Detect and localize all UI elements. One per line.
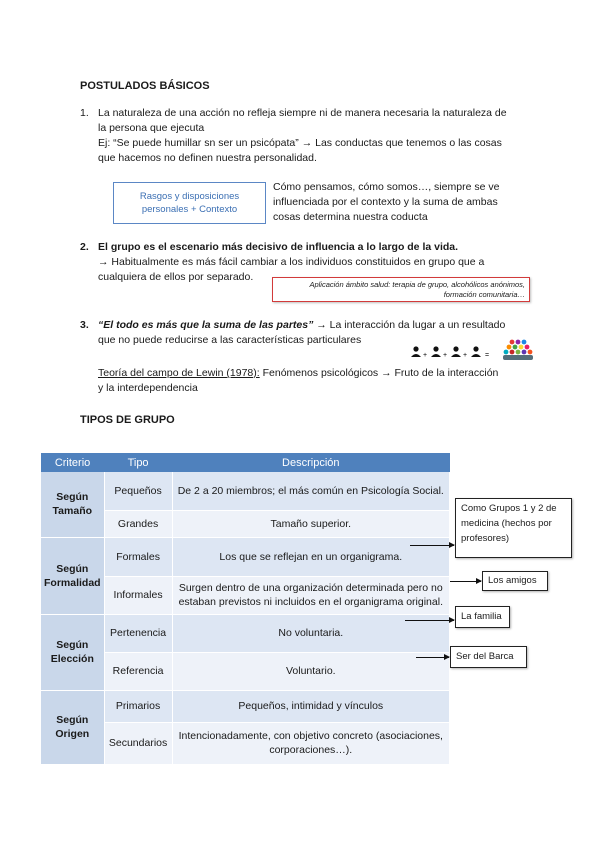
people-formula-graphic	[408, 337, 538, 363]
p2-number: 2.	[80, 241, 89, 253]
plus-sign-2: +	[443, 352, 448, 359]
arrow-formales	[410, 545, 454, 546]
tipo-cell: Secundarios	[104, 722, 172, 764]
lewin-label: Teoría del campo de Lewin (1978):	[98, 367, 260, 379]
aplicacion-callout	[272, 277, 530, 302]
p3-line1-rest: → La interacción da lugar a un resultado	[313, 319, 506, 331]
postulados-heading: POSTULADOS BÁSICOS	[80, 80, 210, 92]
note-referencia: Ser del Barca	[450, 646, 527, 668]
p1-number: 1.	[80, 107, 89, 119]
tipos-table	[41, 453, 450, 765]
lewin-text	[98, 366, 548, 396]
criterio-origen: Según Origen	[41, 690, 104, 764]
note-informales: Los amigos	[482, 571, 548, 591]
desc-cell: Los que se reflejan en un organigrama.	[172, 537, 449, 576]
arrow-referencia	[416, 657, 449, 658]
p2-line2: → Habitualmente es más fácil cambiar a los individuos constituidos en grupo que a	[98, 256, 485, 268]
plus-sign-3: +	[463, 352, 468, 359]
p1-text	[98, 106, 548, 166]
table-row	[41, 690, 450, 722]
aplicacion-callout-line2: formación comunitaria…	[443, 290, 525, 299]
rasgos-box-line2: personales + Contexto	[141, 204, 238, 215]
rasgos-box-line1: Rasgos y disposiciones	[139, 191, 240, 202]
p2-line1: El grupo es el escenario más decisivo de influencia a lo largo de la vida.	[98, 241, 459, 253]
desc-cell: De 2 a 20 miembros; el más común en Psicología Social.	[172, 472, 449, 510]
p3-line1	[98, 318, 548, 333]
rasgos-box	[113, 182, 266, 224]
lewin-line1	[98, 366, 548, 381]
rasgos-explanation	[273, 180, 533, 225]
desc-cell: Intencionadamente, con objetivo concreto (asociaciones, corporaciones…).	[172, 722, 449, 764]
people-formula	[408, 337, 538, 363]
p1-line4: que hacemos no definen nuestra personalidad.	[98, 152, 317, 164]
tipo-cell: Formales	[104, 537, 172, 576]
tipo-cell: Pertenencia	[104, 614, 172, 652]
lewin-rest: Fenómenos psicológicos → Fruto de la interacción	[259, 367, 499, 379]
p3-number: 3.	[80, 319, 89, 331]
tipo-cell: Pequeños	[104, 472, 172, 510]
person-icon-1	[411, 346, 421, 357]
person-icon-4	[471, 346, 481, 357]
lewin-line2: y la interdependencia	[98, 382, 198, 394]
rasgos-explanation-line3: cosas determina nuestra coducta	[273, 211, 428, 223]
table-row	[41, 537, 450, 576]
p3-quote: “El todo es más que la suma de las partes”	[98, 319, 314, 331]
tipo-cell: Informales	[104, 576, 172, 614]
tipo-cell: Primarios	[104, 690, 172, 722]
desc-cell: No voluntaria.	[172, 614, 449, 652]
p3-line2: que no puede reducirse a las características particulares	[98, 334, 362, 346]
plus-sign-1: +	[423, 352, 428, 359]
desc-cell: Tamaño superior.	[172, 510, 449, 537]
equals-sign: =	[485, 352, 490, 359]
p1-line2: la persona que ejecuta	[98, 122, 205, 134]
desc-cell: Surgen dentro de una organización determinada pero no estaban previstos ni incluidos en el organigrama original.	[172, 576, 449, 614]
crowd-icon	[503, 340, 533, 360]
desc-cell: Pequeños, intimidad y vínculos	[172, 690, 449, 722]
arrow-informales	[450, 581, 481, 582]
header-criterio: Criterio	[41, 453, 104, 472]
tipo-cell: Referencia	[104, 652, 172, 690]
criterio-eleccion: Según Elección	[41, 614, 104, 690]
p1-line1: La naturaleza de una acción no refleja siempre ni de manera necesaria la naturaleza de	[98, 107, 507, 119]
rasgos-explanation-line2: influenciada por el contexto y la suma de ambas	[273, 196, 498, 208]
note-pertenencia: La familia	[455, 606, 510, 628]
header-descripcion: Descripción	[172, 453, 449, 472]
tipo-cell: Grandes	[104, 510, 172, 537]
person-icon-3	[451, 346, 461, 357]
criterio-formalidad: Según Formalidad	[41, 537, 104, 614]
header-tipo: Tipo	[104, 453, 172, 472]
person-icon-2	[431, 346, 441, 357]
tipos-heading: TIPOS DE GRUPO	[80, 414, 175, 426]
note-formales: Como Grupos 1 y 2 de medicina (hechos por profesores)	[455, 498, 572, 558]
p1-line3: Ej: “Se puede humillar sn ser un psicópata” → Las conductas que tenemos o las cosas	[98, 137, 502, 149]
criterio-tamano: Según Tamaño	[41, 472, 104, 537]
table-row	[41, 472, 450, 510]
table-row	[41, 614, 450, 652]
p2-line3: cualquiera de ellos por separado.	[98, 271, 254, 283]
aplicacion-callout-line1: Aplicación ámbito salud: terapia de grupo, alcohólicos anónimos,	[309, 280, 525, 289]
arrow-pertenencia	[405, 620, 454, 621]
rasgos-explanation-line1: Cómo pensamos, cómo somos…, siempre se ve	[273, 181, 500, 193]
desc-cell: Voluntario.	[172, 652, 449, 690]
